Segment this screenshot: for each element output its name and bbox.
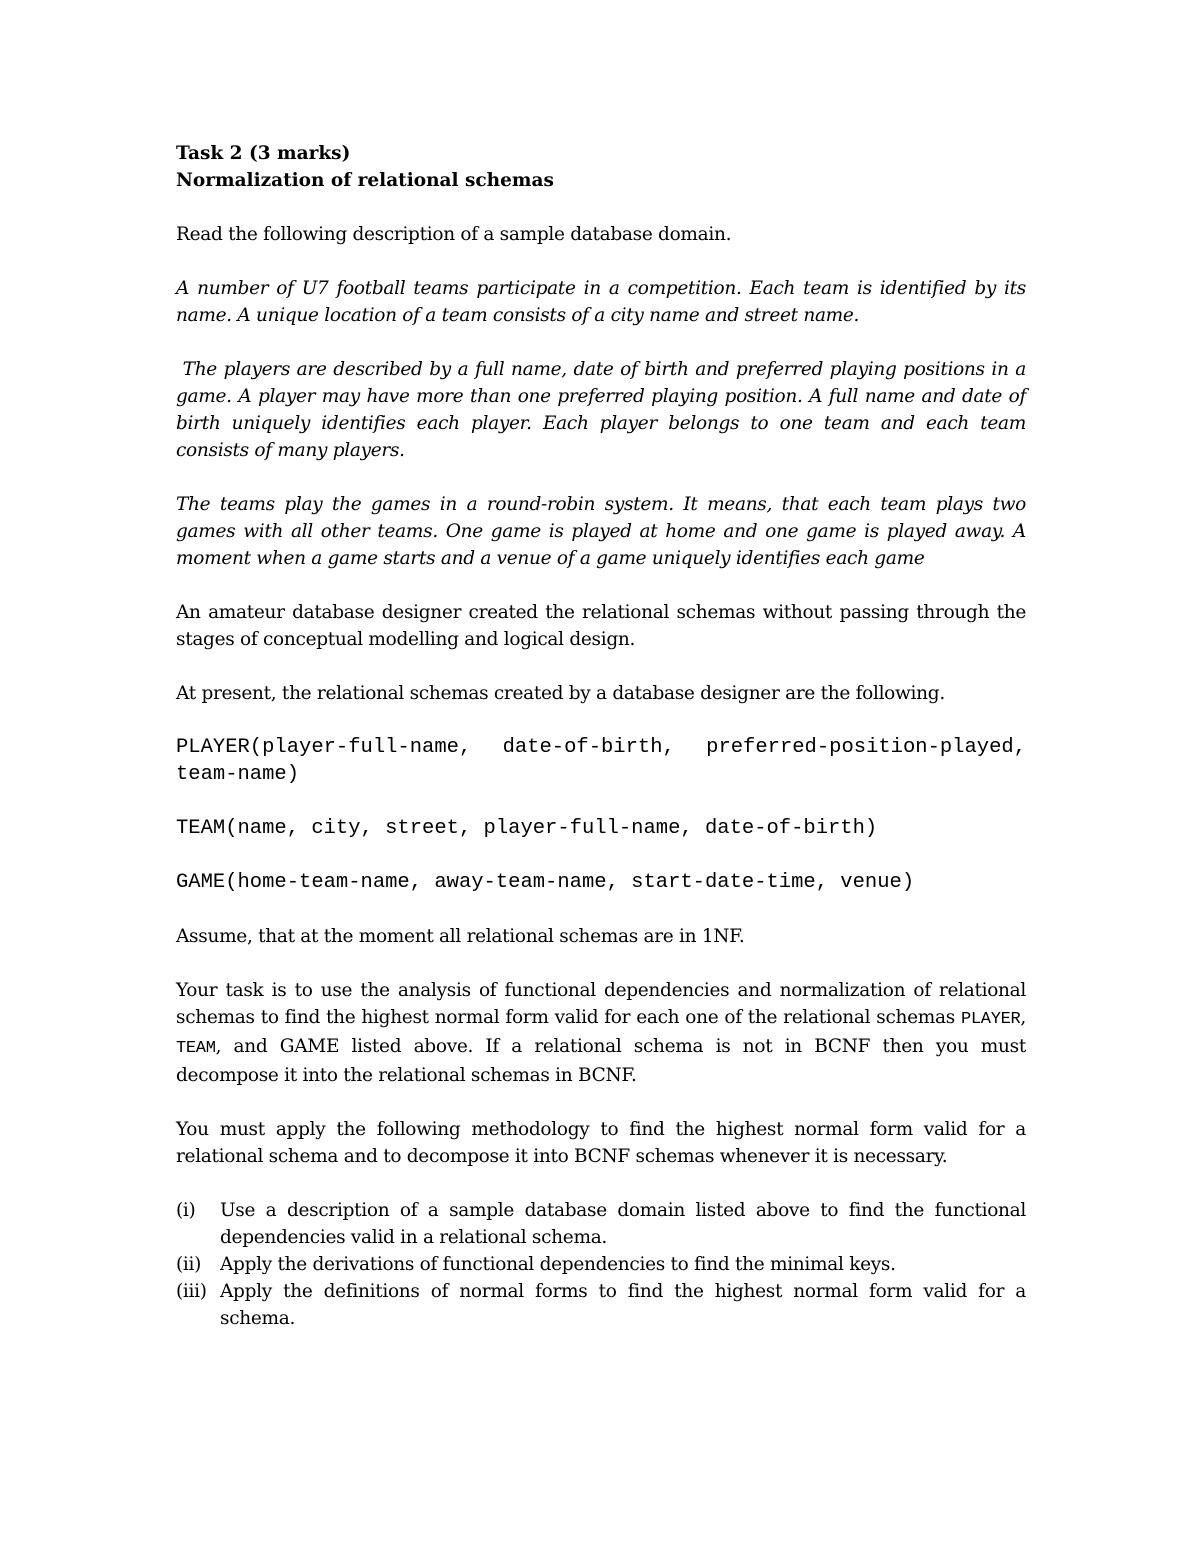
task-title: Task 2 (3 marks) [176, 143, 351, 164]
description-paragraph-3: The teams play the games in a round-robin system. It means, that each team plays two games with all other teams. One game is played at home and one game is played away. A moment when a game starts and a venue of a game uniquely identifies each game [176, 494, 1026, 569]
document-page [176, 140, 1032, 1332]
list-item-text: Apply the derivations of functional dependencies to find the minimal keys. [220, 1254, 896, 1275]
description-paragraph-1: A number of U7 football teams participate in a competition. Each team is identified by its name. A unique location of a team consists of a city name and street name. [176, 278, 1026, 326]
list-item-text: Use a description of a sample database domain listed above to find the functional dependencies valid in a relational schema. [220, 1200, 1026, 1248]
list-item-text: Apply the definitions of normal forms to find the highest normal form valid for a schema. [220, 1281, 1026, 1329]
task-paragraph [176, 977, 1026, 1089]
assumption-text: Assume, that at the moment all relational schemas are in 1NF. [176, 926, 745, 947]
code-team: TEAM [176, 1039, 216, 1058]
list-marker: (iii) [176, 1281, 207, 1302]
list-marker: (i) [176, 1200, 196, 1221]
methodology-intro: You must apply the following methodology to find the highest normal form valid for a relational schema and to decompose it into BCNF schemas whenever it is necessary. [176, 1119, 1026, 1167]
methodology-list [176, 1197, 1026, 1332]
code-player: PLAYER [960, 1010, 1021, 1029]
task-subtitle: Normalization of relational schemas [176, 170, 554, 191]
schema-team: TEAM(name, city, street, player-full-name, date-of-birth) [176, 817, 878, 840]
task-text-separator-2: , and [215, 1036, 280, 1057]
list-item [176, 1251, 1026, 1278]
task-text-part-2: listed above. If a relational schema is not in BCNF then you must decompose it into the relational schemas in BCNF. [176, 1036, 1026, 1086]
schema-game: GAME(home-team-name, away-team-name, start-date-time, venue) [176, 871, 915, 894]
intro-text: Read the following description of a sample database domain. [176, 224, 732, 245]
description-paragraph-2: The players are described by a full name, date of birth and preferred playing positions in a game. A player may have more than one preferred playing position. A full name and date of birth uniquely identifies each player. Each player belongs to one team and each team consists of many players. [176, 359, 1032, 461]
list-item [176, 1197, 1026, 1251]
task-text-part-1: Your task is to use the analysis of functional dependencies and normalization of relational schemas to find the highest normal form valid for each one of the relational schemas [176, 980, 1026, 1028]
context-paragraph-2: At present, the relational schemas created by a database designer are the following. [176, 683, 945, 704]
code-game: GAME [279, 1036, 340, 1057]
task-text-separator-1: , [1020, 1007, 1026, 1028]
schema-player: PLAYER(player-full-name, date-of-birth, preferred-position-played, team-name) [176, 736, 1026, 786]
list-marker: (ii) [176, 1254, 202, 1275]
context-paragraph-1: An amateur database designer created the relational schemas without passing through the stages of conceptual modelling and logical design. [176, 602, 1026, 650]
list-item [176, 1278, 1026, 1332]
